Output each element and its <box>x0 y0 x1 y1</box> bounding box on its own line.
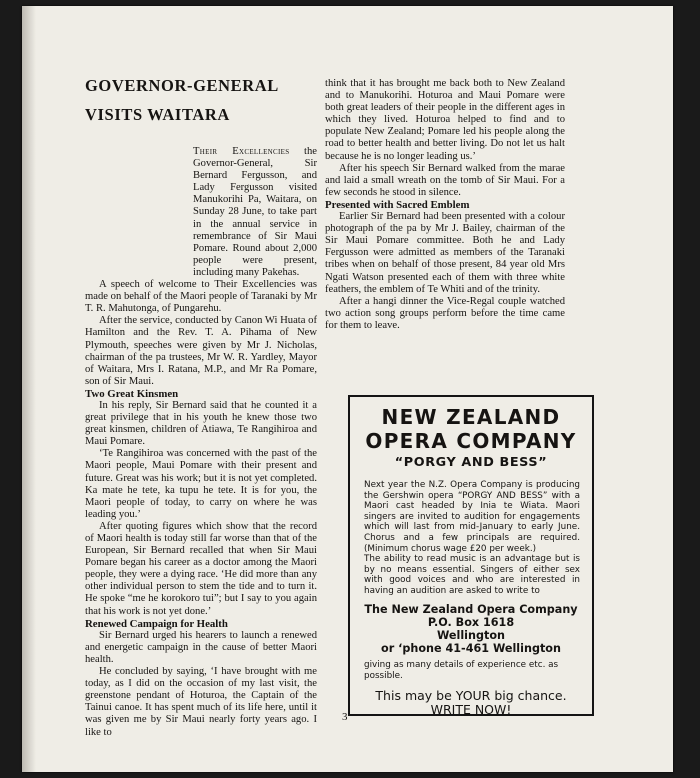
headline-line-2: VISITS WAITARA <box>85 105 230 124</box>
paragraph: In his reply, Sir Bernard said that he counted it a great privilege that in his youth he knew those two great kinsmen, children of Atiawa, Te Rangihiroa and Maui Pomare. <box>85 399 317 448</box>
paragraph: He concluded by saying, ‘I have brought with me today, as I did on the occasion of my last visit, the greenstone pendant of Hoturoa, the Captain of the Tainui canoe. It has spent much of its life here, until it was given me by Sir Maui nearly forty years ago. I like to <box>85 666 317 738</box>
advert-body-2: The ability to read music is an advantage but is by no means essential. Singers of either sex with good voices and who are interested in having an audition are asked to write to <box>364 554 580 596</box>
magazine-page <box>22 6 673 772</box>
advert-address-box: P.O. Box 1618 <box>427 615 515 629</box>
advert-subtitle: “PORGY AND BESS” <box>394 455 548 470</box>
advert-phone: or ‘phone 41-461 Wellington <box>381 642 561 656</box>
left-column <box>85 146 317 739</box>
headline-line-1: GOVERNOR-GENERAL <box>85 76 279 95</box>
advert-footnote: giving as many details of experience etc. as possible. <box>364 660 559 681</box>
paragraph: Earlier Sir Bernard had been presented with a colour photograph of the pa by Mr J. Bailey, chairman of the Sir Maui Pomare committee. Both he and Lady Fergusson were admitted as members of the Taranaki tribes when on behalf of those present, 84 year old Mrs Ngati Watson presented each of them with three white feathers, the emblem of Te Whiti and of the trinity. <box>325 211 565 295</box>
opera-company-advert <box>348 395 594 716</box>
paragraph: A speech of welcome to Their Excellencies was made on behalf of the Maori people of Taranaki by Mr T. R. Mahutonga, of Pungarehu. <box>85 279 317 315</box>
intro-text: the Governor-General, Sir Bernard Fergusson, and Lady Fergusson visited Manukorihi Pa, Waitara, on Sunday 28 June, to take part in the annual service in remembrance of Sir Maui Pomare. Round about 2,000 people were present, including many Pakehas. <box>193 146 317 278</box>
advert-address-name: The New Zealand Opera Company <box>364 602 578 616</box>
page-number: 3 <box>342 711 348 723</box>
subheading-sacred-emblem: Presented with Sacred Emblem <box>325 198 470 211</box>
paragraph: ‘Te Rangihiroa was concerned with the past of the Maori people, Maui Pomare with their present and future. Great was his work; but it is not yet completed. Ka mate he tete, ka tupu he tete. It is for you, the Maori people of today, to carry on where he was leading you.’ <box>85 448 317 520</box>
advert-title-line-2: OPERA COMPANY <box>365 429 577 453</box>
right-column <box>325 78 565 332</box>
advert-address-city: Wellington <box>436 628 505 642</box>
intro-paragraph <box>85 146 317 279</box>
paragraph: After quoting figures which show that the record of Maori health is today still far worse than that of the European, Sir Bernard recalled that when Sir Maui Pomare began his career as a doctor among the Maori people, they were a dying race. ‘He did more than any other individual person to stem the tide and to turn it. He spoke “me he korokoro tui”; but I say to you again that his work is not yet done.’ <box>85 520 317 617</box>
advert-title-line-1: NEW ZEALAND <box>381 405 561 429</box>
intro-smallcaps: Their Excellencies <box>193 146 290 157</box>
advert-body: Next year the N.Z. Opera Company is producing the Gershwin opera “PORGY AND BESS” with a Maori cast headed by Inia te Wiata. Maori singers are invited to audition for engagements which will last from mid-January to early June. Chorus and a few principals are required. (Minimum chorus wage £20 per week.) <box>364 480 580 554</box>
paragraph: After the service, conducted by Canon Wi Huata of Hamilton and the Rev. T. A. Pihama of New Plymouth, speeches were given by Mr J. Nicholas, chairman of the pa trustees, Mr W. R. Yardley, Mayor of Waitara, Mrs I. Ratana, M.P., and Mr Ra Pomare, son of Sir Maui. <box>85 315 317 387</box>
paragraph: think that it has brought me back both to New Zealand and to Manukorihi. Hoturoa and Maui Pomare were both great leaders of their people in the different ages in which they lived. Hoturoa helped to find and to populate New Zealand; Pomare led his people along the road to better health and better living. Do not let us halt because he is no longer leading us.’ <box>325 78 565 162</box>
paragraph: Sir Bernard urged his hearers to launch a renewed and energetic campaign in the cause of better Maori health. <box>85 629 317 665</box>
subheading-two-great-kinsmen: Two Great Kinsmen <box>85 387 179 400</box>
subheading-renewed-campaign: Renewed Campaign for Health <box>85 617 228 630</box>
advert-write-now: WRITE NOW! <box>430 702 512 718</box>
paragraph: After his speech Sir Bernard walked from the marae and laid a small wreath on the tomb of Sir Maui. For a few seconds he stood in silence. <box>325 162 565 198</box>
binding-gutter <box>22 6 36 772</box>
paragraph: After a hangi dinner the Vice-Regal couple watched two action song groups perform before the time came for them to leave. <box>325 295 565 331</box>
advert-call-to-action: This may be YOUR big chance. <box>375 687 567 703</box>
